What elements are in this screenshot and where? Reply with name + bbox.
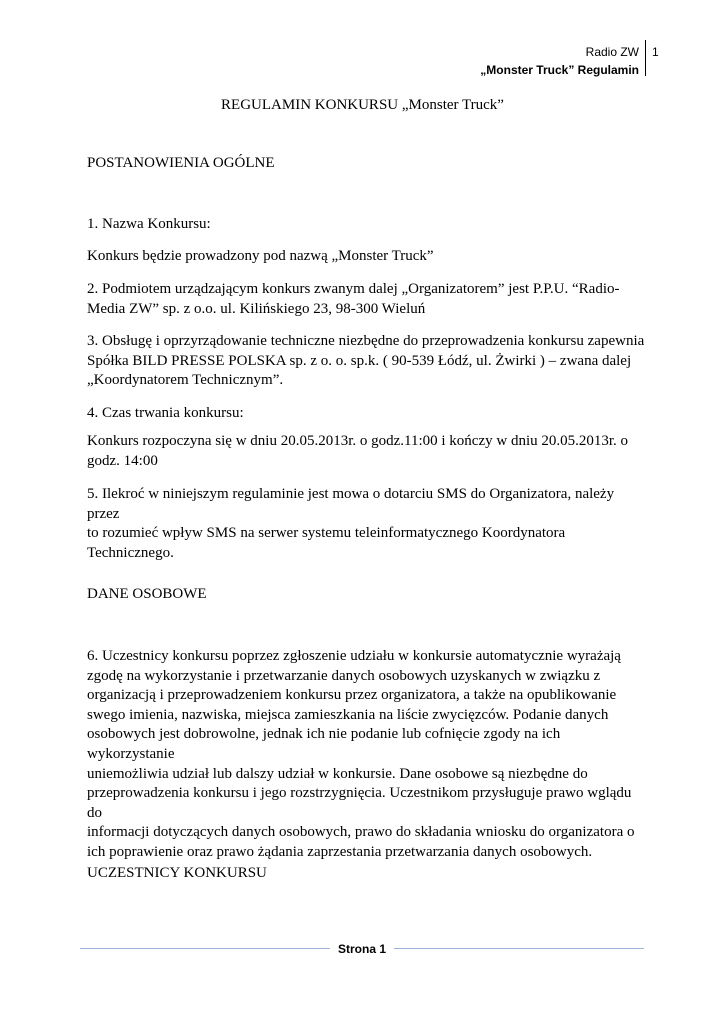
header-line-1: Radio ZW bbox=[585, 45, 639, 59]
paragraph-7-line: 5. Ilekroć w niniejszym regulaminie jest mowa o dotarciu SMS do Organizatora, należy przez bbox=[87, 486, 615, 522]
paragraph-3-line: 2. Podmiotem urządzającym konkurs zwanym dalej „Organizatorem” jest P.P.U. “Radio- bbox=[87, 281, 620, 297]
header-page-number: 1 bbox=[652, 45, 659, 59]
paragraph-3-line: Media ZW” sp. z o.o. ul. Kilińskiego 23, 98-300 Wieluń bbox=[87, 300, 426, 317]
paragraph-4-line: „Koordynatorem Technicznym”. bbox=[87, 372, 284, 389]
paragraph-8-line: uniemożliwia udział lub dalszy udział w konkursie. Dane osobowe są niezbędne do bbox=[87, 765, 588, 782]
paragraph-6-line: godz. 14:00 bbox=[87, 452, 158, 469]
paragraph-8-line: ich poprawienie oraz prawo żądania zaprzestania przetwarzania danych osobowych. bbox=[87, 843, 593, 860]
header-line-2: „Monster Truck” Regulamin bbox=[480, 63, 639, 77]
paragraph-8-line: informacji dotyczących danych osobowych, prawo do składania wniosku do organizatora o bbox=[87, 824, 635, 841]
paragraph-8-line: 6. Uczestnicy konkursu poprzez zgłoszenie udziału w konkursie automatycznie wyrażają bbox=[87, 648, 621, 664]
paragraph-8-line: przeprowadzenia konkursu i jego rozstrzygnięcia. Uczestnikom przysługuje prawo wglądu do bbox=[87, 785, 632, 821]
footer-divider-right bbox=[394, 948, 644, 949]
section-heading-general: POSTANOWIENIA OGÓLNE bbox=[87, 155, 275, 171]
paragraph-6-line: Konkurs rozpoczyna się w dniu 20.05.2013r. o godz.11:00 i kończy w dniu 20.05.2013r. o bbox=[87, 433, 629, 449]
paragraph-7-line: to rozumieć wpływ SMS na serwer systemu teleinformatycznego Koordynatora bbox=[87, 525, 566, 542]
section-heading-participants: UCZESTNICY KONKURSU bbox=[87, 865, 267, 881]
paragraph-4 bbox=[87, 332, 647, 391]
paragraph-2: Konkurs będzie prowadzony pod nazwą „Monster Truck” bbox=[87, 248, 434, 264]
header-divider bbox=[645, 40, 646, 76]
page-header bbox=[480, 43, 639, 79]
footer-divider-left bbox=[80, 948, 330, 949]
paragraph-1: 1. Nazwa Konkursu: bbox=[87, 216, 211, 232]
paragraph-7-line: Technicznego. bbox=[87, 544, 174, 561]
paragraph-8-line: zgodę na wykorzystanie i przetwarzanie danych osobowych uzyskanych w związku z bbox=[87, 667, 601, 684]
paragraph-8 bbox=[87, 647, 647, 863]
paragraph-3 bbox=[87, 280, 647, 319]
paragraph-8-line: osobowych jest dobrowolne, jednak ich nie podanie lub cofnięcie zgody na ich wykorzystanie bbox=[87, 726, 561, 762]
paragraph-4-line: Spółka BILD PRESSE POLSKA sp. z o. o. sp.k. ( 90-539 Łódź, ul. Żwirki ) – zwana dalej bbox=[87, 352, 632, 369]
paragraph-5: 4. Czas trwania konkursu: bbox=[87, 405, 244, 421]
paragraph-8-line: organizacją i przeprowadzeniem konkursu przez organizatora, a także na opublikowanie bbox=[87, 687, 617, 704]
paragraph-8-line: swego imienia, nazwiska, miejsca zamieszkania na liście zwycięzców. Podanie danych bbox=[87, 706, 609, 723]
footer-page-label: Strona 1 bbox=[337, 942, 386, 956]
paragraph-6 bbox=[87, 432, 647, 471]
paragraph-4-line: 3. Obsługę i oprzyrządowanie techniczne niezbędne do przeprowadzenia konkursu zapewnia bbox=[87, 333, 645, 349]
document-title: REGULAMIN KONKURSU „Monster Truck” bbox=[221, 97, 504, 113]
paragraph-7 bbox=[87, 485, 647, 563]
section-heading-personal-data: DANE OSOBOWE bbox=[87, 586, 207, 602]
